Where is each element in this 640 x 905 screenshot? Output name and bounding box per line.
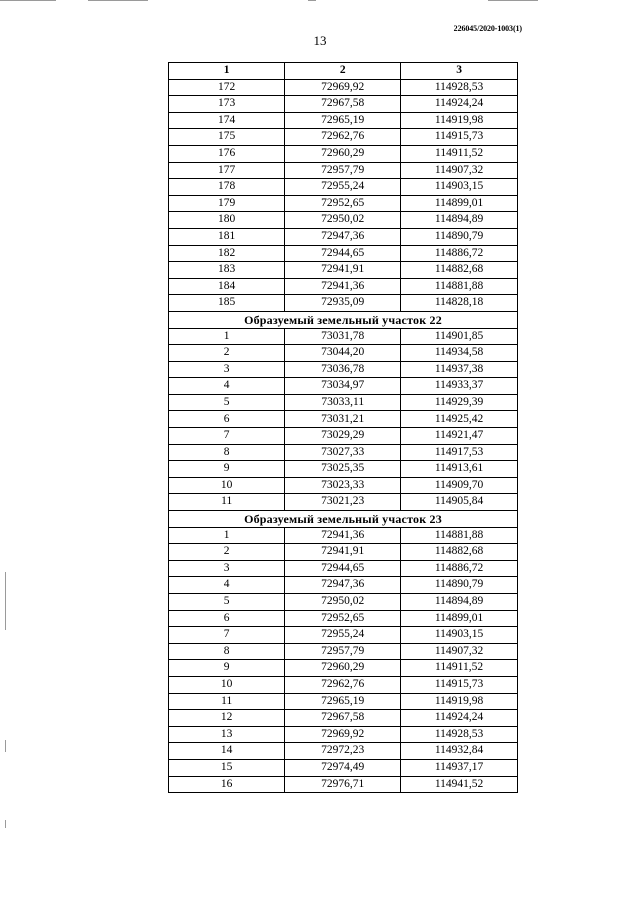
x-coordinate-cell: 72944,65: [285, 560, 401, 577]
x-coordinate-cell: 72941,91: [285, 544, 401, 561]
point-number-cell: 14: [169, 743, 285, 760]
table-row: [169, 394, 518, 411]
table-row: [169, 610, 518, 627]
table-row: [169, 743, 518, 760]
table-row: [169, 643, 518, 660]
x-coordinate-cell: 72941,91: [285, 262, 401, 279]
y-coordinate-cell: 114894,89: [401, 212, 518, 229]
x-coordinate-cell: 72957,79: [285, 162, 401, 179]
x-coordinate-cell: 72947,36: [285, 577, 401, 594]
point-number-cell: 1: [169, 328, 285, 345]
table-header-row: [169, 63, 518, 80]
x-coordinate-cell: 72962,76: [285, 129, 401, 146]
point-number-cell: 5: [169, 594, 285, 611]
scan-mark-top-mid-2: [308, 0, 316, 1]
y-coordinate-cell: 114937,17: [401, 759, 518, 776]
table-row: [169, 345, 518, 362]
point-number-cell: 3: [169, 560, 285, 577]
point-number-cell: 183: [169, 262, 285, 279]
point-number-cell: 9: [169, 461, 285, 478]
page-number: 13: [313, 33, 327, 48]
table-row: [169, 726, 518, 743]
table-row: [169, 560, 518, 577]
x-coordinate-cell: 72960,29: [285, 145, 401, 162]
x-coordinate-cell: 73036,78: [285, 361, 401, 378]
y-coordinate-cell: 114890,79: [401, 577, 518, 594]
table-row: [169, 444, 518, 461]
y-coordinate-cell: 114924,24: [401, 96, 518, 113]
point-number-cell: 8: [169, 643, 285, 660]
scan-mark-left-edge-3: [5, 820, 6, 828]
y-coordinate-cell: 114928,53: [401, 79, 518, 96]
scan-mark-top-mid-1: [88, 0, 148, 1]
point-number-cell: 173: [169, 96, 285, 113]
point-number-cell: 6: [169, 610, 285, 627]
table-row: [169, 477, 518, 494]
x-coordinate-cell: 72965,19: [285, 693, 401, 710]
point-number-cell: 2: [169, 544, 285, 561]
x-coordinate-cell: 72941,36: [285, 527, 401, 544]
table-row: [169, 693, 518, 710]
y-coordinate-cell: 114894,89: [401, 594, 518, 611]
column-header-x: 2: [285, 63, 401, 80]
x-coordinate-cell: 72947,36: [285, 228, 401, 245]
point-number-cell: 11: [169, 693, 285, 710]
section-title-row: [169, 311, 518, 328]
y-coordinate-cell: 114941,52: [401, 776, 518, 793]
point-number-cell: 8: [169, 444, 285, 461]
point-number-cell: 172: [169, 79, 285, 96]
y-coordinate-cell: 114907,32: [401, 643, 518, 660]
section-title-row: [169, 511, 518, 528]
x-coordinate-cell: 72962,76: [285, 676, 401, 693]
coordinates-table-body: [169, 63, 518, 793]
column-header-y: 3: [401, 63, 518, 80]
point-number-cell: 16: [169, 776, 285, 793]
x-coordinate-cell: 72952,65: [285, 195, 401, 212]
point-number-cell: 2: [169, 345, 285, 362]
point-number-cell: 178: [169, 179, 285, 196]
x-coordinate-cell: 72935,09: [285, 295, 401, 312]
coordinates-table: [168, 62, 518, 793]
table-row: [169, 378, 518, 395]
y-coordinate-cell: 114928,53: [401, 726, 518, 743]
y-coordinate-cell: 114915,73: [401, 129, 518, 146]
point-number-cell: 185: [169, 295, 285, 312]
point-number-cell: 1: [169, 527, 285, 544]
y-coordinate-cell: 114929,39: [401, 394, 518, 411]
x-coordinate-cell: 72955,24: [285, 179, 401, 196]
x-coordinate-cell: 73031,21: [285, 411, 401, 428]
table-row: [169, 328, 518, 345]
x-coordinate-cell: 72952,65: [285, 610, 401, 627]
y-coordinate-cell: 114886,72: [401, 245, 518, 262]
table-row: [169, 228, 518, 245]
y-coordinate-cell: 114937,38: [401, 361, 518, 378]
y-coordinate-cell: 114903,15: [401, 627, 518, 644]
x-coordinate-cell: 72967,58: [285, 710, 401, 727]
y-coordinate-cell: 114925,42: [401, 411, 518, 428]
table-row: [169, 295, 518, 312]
x-coordinate-cell: 72955,24: [285, 627, 401, 644]
column-header-number: 1: [169, 63, 285, 80]
table-row: [169, 179, 518, 196]
x-coordinate-cell: 72969,92: [285, 79, 401, 96]
table-row: [169, 162, 518, 179]
table-row: [169, 112, 518, 129]
table-row: [169, 245, 518, 262]
y-coordinate-cell: 114919,98: [401, 112, 518, 129]
x-coordinate-cell: 72960,29: [285, 660, 401, 677]
x-coordinate-cell: 73025,35: [285, 461, 401, 478]
y-coordinate-cell: 114921,47: [401, 428, 518, 445]
point-number-cell: 179: [169, 195, 285, 212]
table-row: [169, 776, 518, 793]
scan-mark-left-edge-2: [5, 740, 6, 752]
point-number-cell: 6: [169, 411, 285, 428]
y-coordinate-cell: 114919,98: [401, 693, 518, 710]
point-number-cell: 10: [169, 477, 285, 494]
y-coordinate-cell: 114901,85: [401, 328, 518, 345]
point-number-cell: 5: [169, 394, 285, 411]
y-coordinate-cell: 114913,61: [401, 461, 518, 478]
point-number-cell: 10: [169, 676, 285, 693]
y-coordinate-cell: 114903,15: [401, 179, 518, 196]
point-number-cell: 15: [169, 759, 285, 776]
y-coordinate-cell: 114881,88: [401, 278, 518, 295]
point-number-cell: 174: [169, 112, 285, 129]
y-coordinate-cell: 114924,24: [401, 710, 518, 727]
y-coordinate-cell: 114915,73: [401, 676, 518, 693]
section-title: Образуемый земельный участок 23: [169, 511, 518, 528]
y-coordinate-cell: 114917,53: [401, 444, 518, 461]
table-row: [169, 494, 518, 511]
table-row: [169, 79, 518, 96]
table-row: [169, 278, 518, 295]
table-row: [169, 262, 518, 279]
point-number-cell: 182: [169, 245, 285, 262]
x-coordinate-cell: 73031,78: [285, 328, 401, 345]
table-row: [169, 411, 518, 428]
y-coordinate-cell: 114911,52: [401, 660, 518, 677]
x-coordinate-cell: 72965,19: [285, 112, 401, 129]
table-row: [169, 710, 518, 727]
point-number-cell: 12: [169, 710, 285, 727]
y-coordinate-cell: 114899,01: [401, 195, 518, 212]
y-coordinate-cell: 114909,70: [401, 477, 518, 494]
point-number-cell: 177: [169, 162, 285, 179]
scan-mark-top-right: [488, 0, 538, 1]
x-coordinate-cell: 72969,92: [285, 726, 401, 743]
table-row: [169, 594, 518, 611]
x-coordinate-cell: 72974,49: [285, 759, 401, 776]
x-coordinate-cell: 73023,33: [285, 477, 401, 494]
table-row: [169, 544, 518, 561]
table-row: [169, 129, 518, 146]
point-number-cell: 7: [169, 428, 285, 445]
table-row: [169, 759, 518, 776]
x-coordinate-cell: 72944,65: [285, 245, 401, 262]
table-row: [169, 660, 518, 677]
y-coordinate-cell: 114932,84: [401, 743, 518, 760]
point-number-cell: 11: [169, 494, 285, 511]
y-coordinate-cell: 114934,58: [401, 345, 518, 362]
y-coordinate-cell: 114905,84: [401, 494, 518, 511]
table-row: [169, 145, 518, 162]
scan-mark-top-left: [0, 0, 56, 1]
point-number-cell: 9: [169, 660, 285, 677]
point-number-cell: 181: [169, 228, 285, 245]
table-row: [169, 428, 518, 445]
point-number-cell: 13: [169, 726, 285, 743]
point-number-cell: 180: [169, 212, 285, 229]
x-coordinate-cell: 73029,29: [285, 428, 401, 445]
x-coordinate-cell: 72967,58: [285, 96, 401, 113]
y-coordinate-cell: 114886,72: [401, 560, 518, 577]
x-coordinate-cell: 72941,36: [285, 278, 401, 295]
point-number-cell: 4: [169, 378, 285, 395]
y-coordinate-cell: 114907,32: [401, 162, 518, 179]
table-row: [169, 361, 518, 378]
x-coordinate-cell: 72972,23: [285, 743, 401, 760]
point-number-cell: 175: [169, 129, 285, 146]
table-row: [169, 527, 518, 544]
point-number-cell: 4: [169, 577, 285, 594]
y-coordinate-cell: 114882,68: [401, 544, 518, 561]
y-coordinate-cell: 114881,88: [401, 527, 518, 544]
y-coordinate-cell: 114828,18: [401, 295, 518, 312]
y-coordinate-cell: 114933,37: [401, 378, 518, 395]
scan-mark-left-edge-1: [5, 572, 6, 630]
x-coordinate-cell: 73034,97: [285, 378, 401, 395]
x-coordinate-cell: 73027,33: [285, 444, 401, 461]
table-row: [169, 577, 518, 594]
point-number-cell: 184: [169, 278, 285, 295]
point-number-cell: 3: [169, 361, 285, 378]
point-number-cell: 7: [169, 627, 285, 644]
table-row: [169, 96, 518, 113]
document-number: 226045/2020-1003(1): [453, 24, 522, 33]
table-row: [169, 195, 518, 212]
table-row: [169, 627, 518, 644]
y-coordinate-cell: 114899,01: [401, 610, 518, 627]
x-coordinate-cell: 72950,02: [285, 594, 401, 611]
table-row: [169, 212, 518, 229]
section-title: Образуемый земельный участок 22: [169, 311, 518, 328]
table-row: [169, 461, 518, 478]
x-coordinate-cell: 72950,02: [285, 212, 401, 229]
y-coordinate-cell: 114890,79: [401, 228, 518, 245]
x-coordinate-cell: 73033,11: [285, 394, 401, 411]
x-coordinate-cell: 72976,71: [285, 776, 401, 793]
x-coordinate-cell: 73044,20: [285, 345, 401, 362]
table-row: [169, 676, 518, 693]
x-coordinate-cell: 72957,79: [285, 643, 401, 660]
y-coordinate-cell: 114911,52: [401, 145, 518, 162]
x-coordinate-cell: 73021,23: [285, 494, 401, 511]
y-coordinate-cell: 114882,68: [401, 262, 518, 279]
point-number-cell: 176: [169, 145, 285, 162]
